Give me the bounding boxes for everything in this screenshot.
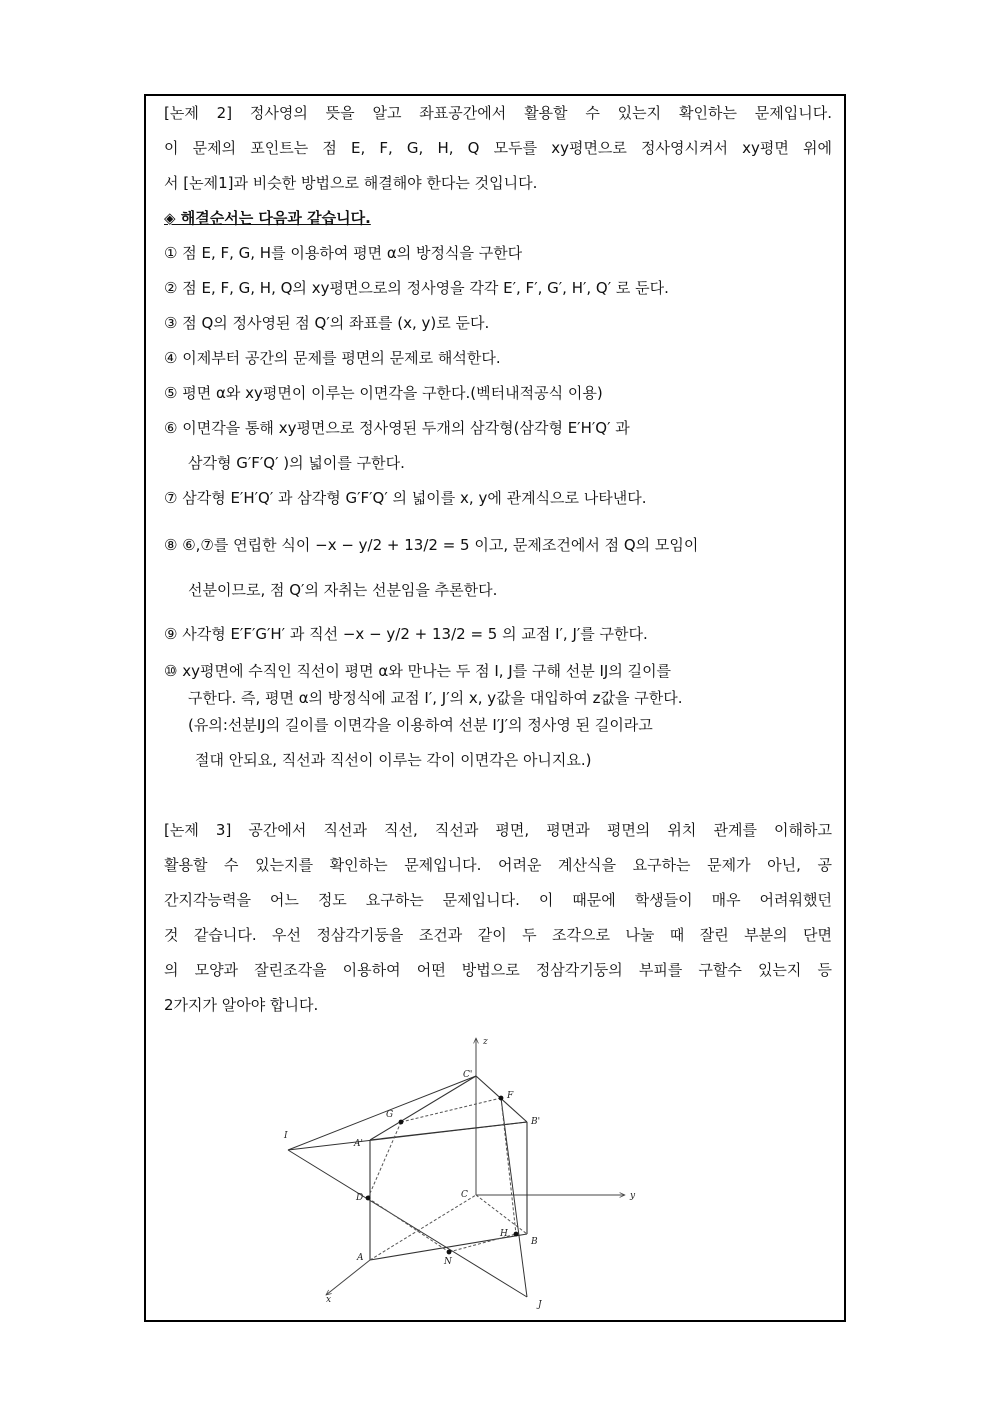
x-axis [326,1260,370,1295]
problem2-line-2: 이 문제의 포인트는 점 E, F, G, H, Q 모두를 xy평면으로 정사영시켜서 xy평면 위에 [164,139,832,157]
label-C-prime: C' [463,1070,473,1080]
label-N: N [444,1257,452,1267]
label-C: C [461,1190,468,1200]
step-10-note: (유의:선분IJ의 길이를 이면각을 이용하여 선분 I′J′의 정사영 된 길이라고 [188,716,653,734]
step-10: ⑩ xy평면에 수직인 직선이 평면 α와 만나는 두 점 I, J를 구해 선분 IJ의 길이를 [164,662,672,680]
problem3-line-6: 2가지가 알아야 합니다. [164,996,319,1014]
point-G [399,1120,404,1125]
step-8-cont: 선분이므로, 점 Q′의 자취는 선분임을 추론한다. [188,581,498,599]
label-y: y [630,1191,636,1201]
label-x: x [326,1295,332,1305]
prism-diagram [270,1030,650,1310]
step-2: ② 점 E, F, G, H, Q의 xy평면으로의 정사영을 각각 E′, F′, G′, H′, Q′ 로 둔다. [164,279,669,297]
step-9: ⑨ 사각형 E′F′G′H′ 과 직선 −x − y/2 + 13/2 = 5 의 교점 I′, J′를 구한다. [164,625,648,643]
step-5: ⑤ 평면 α와 xy평면이 이루는 이면각을 구한다.(벡터내적공식 이용) [164,384,603,402]
problem2-line-3: 서 [논제1]과 비슷한 방법으로 해결해야 한다는 것입니다. [164,174,538,192]
problem3-line-2: 활용할 수 있는지를 확인하는 문제입니다. 어려운 계산식을 요구하는 문제가 아닌, 공 [164,856,832,874]
label-F: F [507,1091,514,1101]
label-J: J [538,1300,542,1310]
problem3-line-1: [논제 3] 공간에서 직선과 직선, 직선과 평면, 평면과 평면의 위치 관계를 이해하고 [164,821,832,839]
label-B: B [531,1237,538,1247]
label-z: z [483,1037,488,1047]
step-6: ⑥ 이면각을 통해 xy평면으로 정사영된 두개의 삼각형(삼각형 E′H′Q′ 과 [164,419,630,437]
problem3-line-5: 의 모양과 잘린조각을 이용하여 어떤 방법으로 정삼각기둥의 부피를 구할수 있는지 등 [164,961,832,979]
step-10-cont: 구한다. 즉, 평면 α의 방정식에 교점 I′, J′의 x, y값을 대입하여 z값을 구한다. [188,689,683,707]
point-N [447,1250,452,1255]
step-4: ④ 이제부터 공간의 문제를 평면의 문제로 해석한다. [164,349,501,367]
step-7: ⑦ 삼각형 E′H′Q′ 과 삼각형 G′F′Q′ 의 넓이를 x, y에 관계식으로 나타낸다. [164,489,647,507]
step-10-note-cont: 절대 안되요, 직선과 직선이 이루는 각이 이면각은 아니지요.) [195,751,592,769]
step-1: ① 점 E, F, G, H를 이용하여 평면 α의 방정식을 구한다 [164,244,523,262]
label-H: H [500,1229,508,1239]
point-D [366,1196,371,1201]
problem3-line-4: 것 같습니다. 우선 정삼각기둥을 조건과 같이 두 조각으로 나눌 때 잘린 부분의 단면 [164,926,832,944]
problem3-line-3: 간지각능력을 어느 정도 요구하는 문제입니다. 이 때문에 학생들이 매우 어려워했던 [164,891,832,909]
step-3: ③ 점 Q의 정사영된 점 Q′의 좌표를 (x, y)로 둔다. [164,314,490,332]
label-D: D [356,1193,364,1203]
label-I: I [284,1131,288,1141]
point-F [499,1096,504,1101]
step-6-cont: 삼각형 G′F′Q′ )의 넓이를 구한다. [188,454,405,472]
label-B-prime: B' [531,1117,541,1127]
steps-heading: ◈ 해결순서는 다음과 같습니다. [164,209,371,227]
problem2-line-1: [논제 2] 정사영의 뜻을 알고 좌표공간에서 활용할 수 있는지 확인하는 문제입니다. [164,104,832,122]
label-A-prime: A' [354,1139,363,1149]
label-A: A [357,1253,364,1263]
point-H [514,1232,519,1237]
step-8: ⑧ ⑥,⑦를 연립한 식이 −x − y/2 + 13/2 = 5 이고, 문제조건에서 점 Q의 모임이 [164,536,699,554]
label-G: G [386,1110,394,1120]
